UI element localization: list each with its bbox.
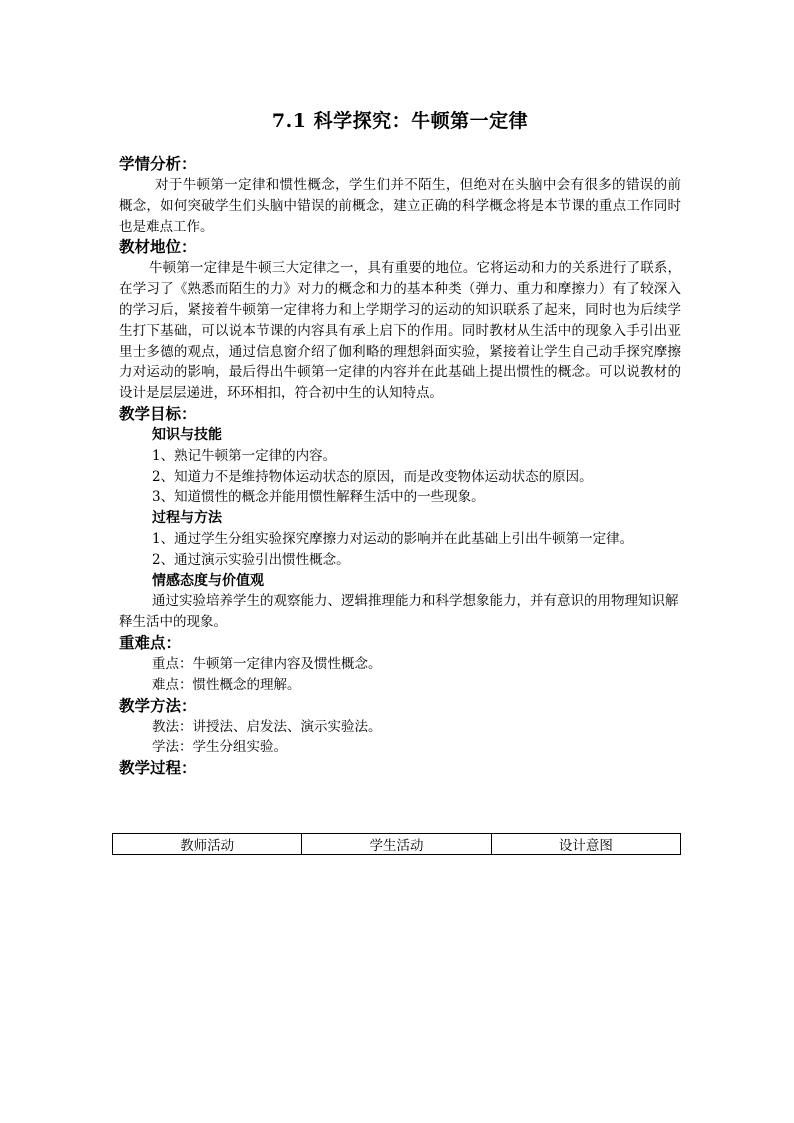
situation-text: 对于牛顿第一定律和惯性概念，学生们并不陌生，但绝对在头脑中会有很多的错误的前概念，如何突破学生们头脑中错误的前概念，建立正确的科学概念将是本节课的重点工作同时也是难点工作。 [119, 177, 681, 235]
section-textbook [119, 237, 681, 404]
document-body [119, 154, 681, 779]
key-points-heading: 重难点： [119, 633, 182, 652]
method-item: 教法：讲授法、启发法、演示实验法。 [152, 718, 382, 735]
section-methods [119, 696, 681, 759]
key-point-item: 重点：牛顿第一定律内容及惯性概念。 [152, 655, 382, 672]
section-situation [119, 154, 681, 237]
table-header-teacher: 教师活动 [113, 834, 302, 855]
methods-heading: 教学方法： [119, 696, 197, 715]
process-section-heading: 教学过程： [119, 759, 197, 778]
section-key-points [119, 633, 681, 696]
table-header-intent: 设计意图 [491, 834, 680, 855]
goals-heading: 教学目标： [119, 404, 197, 423]
knowledge-heading: 知识与技能 [152, 426, 222, 443]
table-header-student: 学生活动 [302, 834, 491, 855]
emotion-text: 通过实验培养学生的观察能力、逻辑推理能力和科学想象能力，并有意识的用物理知识解释生活中的现象。 [119, 593, 679, 631]
process-item: 1、通过学生分组实验探究摩擦力对运动的影响并在此基础上引出牛顿第一定律。 [152, 530, 634, 547]
process-heading: 过程与方法 [152, 510, 222, 527]
key-point-item: 难点：惯性概念的理解。 [152, 676, 301, 693]
knowledge-item: 1、熟记牛顿第一定律的内容。 [152, 447, 337, 464]
situation-heading: 学情分析： [119, 155, 197, 173]
teaching-process-table [112, 833, 681, 855]
document-title: 7.1 科学探究：牛顿第一定律 [271, 110, 529, 132]
textbook-text: 牛顿第一定律是牛顿三大定律之一，具有重要的地位。它将运动和力的关系进行了联系，在学习了《熟悉而陌生的力》对力的概念和力的基本种类（弹力、重力和摩擦力）有了较深入的学习后，紧接着牛顿第一定律将力和上学期学习的运动的知识联系了起来，同时也为后续学生打下基础，可以说本节课的内容具有承上启下的作用。同时教材从生活中的现象入手引出亚里士多德的观点，通过信息窗介绍了伽利略的理想斜面实验，紧接着让学生自己动手探究摩擦力对运动的影响，最后得出牛顿第一定律的内容并在此基础上提出惯性的概念。可以说教材的设计是层层递进，环环相扣，符合初中生的认知特点。 [119, 260, 681, 402]
section-goals [119, 404, 681, 633]
process-item: 2、通过演示实验引出惯性概念。 [152, 551, 350, 568]
table-header-row [113, 834, 681, 855]
knowledge-item: 2、知道力不是维持物体运动状态的原因，而是改变物体运动状态的原因。 [152, 468, 593, 485]
textbook-heading: 教材地位： [119, 238, 197, 257]
method-item: 学法：学生分组实验。 [152, 739, 287, 756]
section-process [119, 758, 681, 779]
knowledge-item: 3、知道惯性的概念并能用惯性解释生活中的一些现象。 [152, 489, 485, 506]
emotion-heading: 情感态度与价值观 [152, 572, 264, 589]
